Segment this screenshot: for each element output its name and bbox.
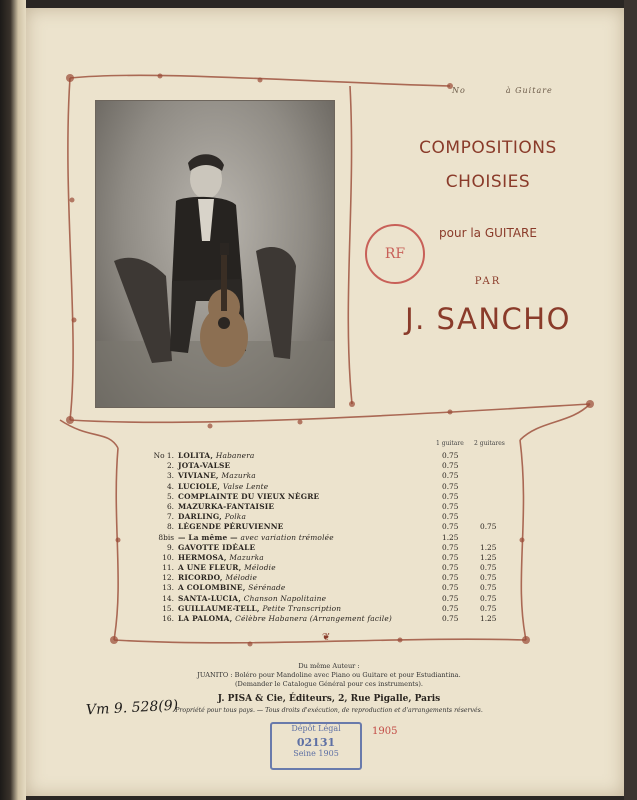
- item-title: JOTA-VALSE: [178, 461, 231, 471]
- item-subtitle: Habanera: [215, 451, 255, 460]
- list-item: [146, 614, 506, 624]
- item-number: 11.: [162, 563, 174, 573]
- list-item: [146, 492, 506, 502]
- fleuron-ornament: ❦: [322, 632, 331, 643]
- item-title: LÉGENDE PÉRUVIENNE: [178, 522, 284, 532]
- catalogue-note: (Demander le Catalogue Général pour ces instruments).: [234, 680, 424, 688]
- depot-line-3: Seine 1905: [293, 749, 339, 758]
- item-subtitle: Polka: [224, 512, 247, 522]
- item-number: 8.: [166, 522, 174, 532]
- item-number: 6.: [166, 501, 174, 511]
- list-item: [146, 533, 506, 543]
- number-guitar-line: [452, 86, 593, 95]
- by-label: PAR: [474, 276, 502, 287]
- legal-deposit-stamp: [270, 722, 362, 770]
- item-number: 3.: [166, 471, 174, 481]
- price-one-guitar: 0.75: [442, 593, 459, 603]
- title-line-1: COMPOSITIONS: [419, 138, 557, 158]
- two-guitars-header: 2 guitares: [474, 440, 505, 447]
- item-title: DARLING,: [178, 512, 222, 522]
- composer-photograph: [95, 100, 335, 408]
- item-title-group: [178, 604, 341, 613]
- item-title: A COLOMBINE,: [178, 583, 246, 593]
- item-subtitle: Petite Transcription: [262, 603, 342, 613]
- composition-list: [146, 451, 506, 624]
- number-label: No: [452, 86, 466, 95]
- list-item: [146, 451, 506, 461]
- item-number: 16.: [162, 614, 174, 623]
- price-one-guitar: 0.75: [442, 552, 459, 562]
- price-one-guitar: 0.75: [442, 603, 459, 613]
- list-item: [146, 512, 506, 522]
- item-number: 7.: [166, 512, 174, 522]
- item-subtitle: Mélodie: [244, 563, 276, 573]
- price-one-guitar: 0.75: [442, 573, 459, 583]
- item-subtitle: Célèbre Habanera (Arrangement facile): [235, 614, 393, 623]
- item-title-group: [178, 563, 276, 572]
- item-title: SANTA-LUCIA,: [178, 593, 242, 603]
- one-guitar-header: 1 guitare: [436, 440, 464, 447]
- item-title-group: [178, 594, 326, 603]
- item-title: — La même —: [178, 532, 238, 542]
- subtitle: pour la GUITARE: [439, 226, 537, 240]
- price-two-guitars: 0.75: [480, 573, 497, 583]
- item-title-group: [178, 461, 230, 470]
- item-title: HERMOSA,: [178, 552, 227, 562]
- list-item: [146, 522, 506, 532]
- item-subtitle: Mélodie: [225, 573, 258, 583]
- item-title-group: [178, 573, 257, 582]
- price-one-guitar: 0.75: [442, 471, 459, 481]
- price-one-guitar: 1.25: [442, 532, 459, 542]
- same-author-label: Du même Auteur :: [298, 662, 360, 670]
- price-two-guitars: 1.25: [480, 614, 497, 623]
- item-title-group: [178, 482, 268, 491]
- item-subtitle: Mazurka: [221, 471, 256, 481]
- item-number: 4.: [166, 481, 174, 491]
- item-number: 10.: [162, 552, 174, 562]
- item-title: RICORDO,: [178, 573, 223, 583]
- item-number: 5.: [166, 491, 174, 501]
- price-one-guitar: 0.75: [442, 583, 459, 593]
- list-item: [146, 543, 506, 553]
- year-mark: 1905: [372, 726, 398, 737]
- price-column-headers: [436, 440, 512, 447]
- item-title-group: [178, 543, 255, 552]
- publisher-line: J. PISA & Cie, Éditeurs, 2, Rue Pigalle, Paris: [217, 694, 441, 704]
- price-two-guitars: 0.75: [480, 583, 497, 593]
- item-title: MAZURKA-FANTAISIE: [178, 501, 275, 511]
- price-one-guitar: 0.75: [442, 481, 459, 491]
- item-subtitle: Sérénade: [248, 583, 286, 593]
- list-item: [146, 604, 506, 614]
- price-two-guitars: 0.75: [480, 522, 497, 532]
- composer-name: J. SANCHO: [405, 302, 571, 336]
- price-two-guitars: 0.75: [480, 603, 497, 613]
- price-two-guitars: 1.25: [480, 552, 497, 562]
- price-one-guitar: 0.75: [442, 491, 459, 501]
- item-number: 9.: [166, 542, 174, 552]
- item-title-group: [178, 553, 264, 562]
- handwritten-shelfmark: Vm 9. 528(9): [85, 697, 179, 719]
- item-title-group: [178, 471, 256, 480]
- item-number: 15.: [162, 603, 174, 613]
- title-line-2: CHOISIES: [445, 172, 531, 192]
- item-title: LOLITA,: [178, 451, 214, 460]
- item-title: GUILLAUME-TELL,: [178, 603, 260, 613]
- item-subtitle: Valse Lente: [222, 481, 269, 491]
- price-one-guitar: 0.75: [442, 512, 459, 522]
- price-one-guitar: 0.75: [442, 461, 459, 471]
- seated-guitarist-image: [96, 101, 334, 407]
- guitar-label: à Guitare: [505, 86, 553, 95]
- library-stamp: [365, 224, 425, 284]
- item-number: 8bis: [158, 532, 174, 542]
- item-number: 12.: [162, 573, 174, 583]
- item-title-group: [178, 451, 255, 460]
- price-one-guitar: 0.75: [442, 501, 459, 511]
- item-number: 2.: [166, 461, 174, 471]
- price-two-guitars: 1.25: [480, 542, 497, 552]
- list-item: [146, 573, 506, 583]
- rights-notice: Propriété pour tous pays. — Tous droits d'exécution, de reproduction et d'arrangements réservés.: [175, 707, 483, 714]
- item-title-group: [178, 512, 246, 521]
- list-item: [146, 563, 506, 573]
- item-number: 13.: [162, 583, 174, 593]
- price-one-guitar: 0.75: [442, 451, 459, 460]
- list-item: [146, 583, 506, 593]
- item-title-group: [178, 492, 319, 501]
- depot-number: 02131: [296, 736, 336, 749]
- item-subtitle: avec variation trémolée: [240, 532, 334, 542]
- item-title: VIVIANE,: [178, 471, 219, 481]
- list-item: [146, 553, 506, 563]
- item-title-group: [178, 522, 284, 531]
- depot-line-1: Dépôt Légal: [291, 724, 341, 733]
- list-item: [146, 502, 506, 512]
- price-one-guitar: 0.75: [442, 542, 459, 552]
- item-title-group: [178, 614, 392, 623]
- library-stamp-text: RF: [384, 246, 406, 262]
- item-number: No 1.: [153, 451, 174, 460]
- list-item: [146, 594, 506, 604]
- item-title-group: [178, 502, 274, 511]
- item-title: COMPLAINTE DU VIEUX NÈGRE: [178, 491, 320, 501]
- item-title-group: [178, 533, 334, 542]
- item-title: LA PALOMA,: [178, 614, 233, 623]
- list-item: [146, 461, 506, 471]
- price-two-guitars: 0.75: [480, 563, 497, 573]
- list-item: [146, 471, 506, 481]
- item-subtitle: Mazurka: [229, 552, 264, 562]
- item-subtitle: Chanson Napolitaine: [243, 593, 327, 603]
- price-one-guitar: 0.75: [442, 614, 459, 623]
- price-one-guitar: 0.75: [442, 563, 459, 573]
- price-one-guitar: 0.75: [442, 522, 459, 532]
- item-title: A UNE FLEUR,: [178, 563, 242, 573]
- item-title: GAVOTTE IDÉALE: [178, 542, 256, 552]
- item-title: LUCIOLE,: [178, 481, 221, 491]
- price-two-guitars: 0.75: [480, 593, 497, 603]
- footer-notes: [164, 662, 494, 689]
- item-number: 14.: [162, 593, 174, 603]
- list-item: [146, 482, 506, 492]
- item-title-group: [178, 583, 286, 592]
- juanito-note: JUANITO : Boléro pour Mandoline avec Piano ou Guitare et pour Estudiantina.: [197, 671, 461, 679]
